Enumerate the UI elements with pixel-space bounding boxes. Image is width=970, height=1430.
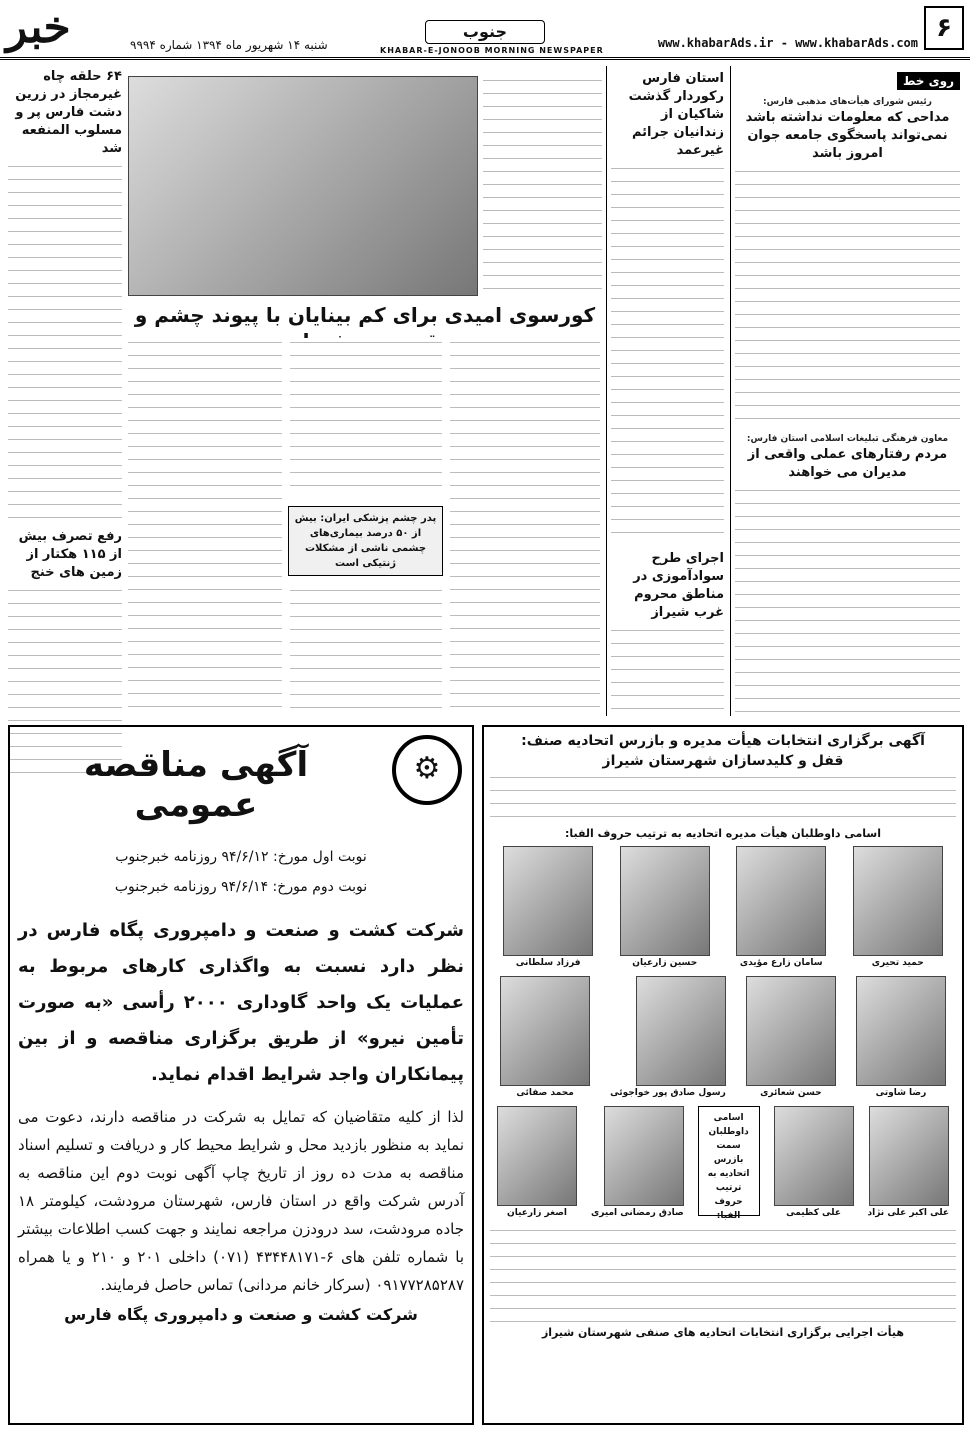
pull-quote-text: پدر چشم پزشکی ایران: بیش از ۵۰ درصد بیماری‌های چشمی ناشی از مشکلات ژنتیکی است [294, 513, 437, 569]
tender-detail: لذا از کلیه متقاضیان که تمایل به شرکت در مناقصه دارند، دعوت می نماید به منظور بازدید محل و شرایط محیط کار و دریافت و تسلیم اسناد مناقصه به مدت ده روز از تاریخ چاپ آگهی نوبت دوم این مناقصه به آدرس شرکت واقع در استان فارس، شهرستان مرودشت، کیلومتر ۱۸ جاده مرودشت، سد درودزن مراجعه نمایند و جهت کسب اطلاعات بیشتر با شماره تلفن های ۶-۴۳۴۴۸۱۷۱ (۰۷۱) داخلی ۲۰۱ و ۲۱۰ و یا همراه ۰۹۱۷۷۲۸۵۲۸۷ (سرکار خانم مردانی) تماس حاصل فرمایند. [18, 1108, 464, 1294]
pull-quote [288, 506, 443, 576]
wells-body [8, 162, 122, 522]
candidate-card: سامان زارع مؤیدی [736, 846, 826, 968]
candidate-card: رسول صادق پور خواجوئی [610, 976, 726, 1098]
feature-col-3 [128, 338, 282, 708]
issue-date: شنبه ۱۴ شهریور ماه ۱۳۹۴ شماره ۹۹۹۴ [130, 38, 328, 52]
candidate-card: صادق رمضانی امیری [591, 1106, 684, 1218]
tender-title: آگهی مناقصه عمومی [83, 745, 309, 825]
feature-col-1 [450, 338, 600, 708]
tender-ad [8, 725, 474, 1425]
sub-article-body [735, 486, 960, 716]
photo-caption [483, 76, 602, 296]
candidate-card: علی کظیمی [774, 1106, 854, 1218]
tender-date-2: نوبت دوم مورخ: ۹۴/۶/۱۴ روزنامه خبرجنوب [114, 879, 368, 895]
election-ad [482, 725, 964, 1425]
candidate-card: اصغر زارعیان [497, 1106, 577, 1218]
literacy-body [611, 626, 724, 716]
candidates-heading: اسامی داوطلبان هیأت مدیره اتحادیه به ترتیب حروف الفبا: [564, 827, 881, 840]
candidate-row-3 [490, 1106, 956, 1221]
feature-story [128, 66, 602, 716]
section-label: جنوب [425, 20, 545, 44]
article-headline: مداحی که معلومات نداشته باشد نمی‌تواند پاسخگوی جامعه جوان امروز باشد [745, 110, 950, 161]
candidate-card: فرزاد سلطانی [503, 846, 593, 968]
ad-logo-icon: ⚙ [392, 735, 462, 805]
column-prison [606, 66, 728, 716]
page-header [0, 0, 970, 60]
tender-signature: شرکت کشت و صنعت و دامپروری پگاه فارس [64, 1305, 418, 1324]
candidate-card: رضا شاوتی [856, 976, 946, 1098]
masthead-band: KHABAR-E-JONOOB MORNING NEWSPAPER [380, 46, 604, 55]
feature-photo [128, 76, 478, 296]
candidate-card: محمد صفائی [500, 976, 590, 1098]
site-urls[interactable]: www.khabarAds.ir - www.khabarAds.com [657, 36, 918, 50]
candidate-card: علی اکبر علی نژاد [868, 1106, 950, 1218]
article-body [735, 167, 960, 427]
sub-article-kicker: معاون فرهنگی تبلیغات اسلامی استان فارس: [746, 434, 949, 444]
land-headline: رفع تصرف بیش از ۱۱۵ هکتار از زمین های خنج [18, 529, 122, 580]
tag-badge: روی خط [897, 72, 960, 90]
tender-date-1: نوبت اول مورخ: ۹۴/۶/۱۲ روزنامه خبرجنوب [115, 849, 367, 865]
tender-main: شرکت کشت و صنعت و دامپروری پگاه فارس در نظر دارد نسبت به واگذاری کارهای مربوط به عملیات یک واحد گاوداری ۲۰۰۰ رأسی «به صورت تأمین نیرو» از طریق برگزاری مناقصه و از بین پیمانکاران واجد شرایط اقدام نماید. [18, 920, 464, 1085]
candidate-card: حمید تحیری [853, 846, 943, 968]
feature-col-2b [290, 586, 442, 708]
feature-headline: کورسوی امیدی برای کم بینایان با پیوند چشم و [134, 303, 596, 327]
literacy-headline: اجرای طرح سوادآموزی در مناطق محروم غرب شیراز [633, 551, 724, 620]
prison-headline: استان فارس رکوردار گذشت شاکیان از زندانیان جرائم غیرعمد [628, 71, 724, 158]
page-number: ۶ [924, 6, 964, 50]
column-right [730, 66, 964, 716]
newspaper-logo: خبر [6, 2, 71, 53]
election-rules [490, 1226, 956, 1322]
column-left [6, 66, 124, 716]
wells-headline: ۶۴ حلقه چاه غیرمجاز در زرین دشت فارس پر و مسلوب المنفعه شد [15, 69, 122, 156]
election-subtitle: قفل و کلیدسازان شهرستان شیراز [602, 753, 844, 769]
prison-body [611, 164, 724, 544]
feature-col-2a [290, 338, 442, 498]
article-kicker: رئیس شورای هیأت‌های مذهبی فارس: [763, 97, 932, 107]
candidate-card: حسن شعائری [746, 976, 836, 1098]
candidate-row-1 [490, 846, 956, 968]
sub-article-headline: مردم رفتارهای عملی واقعی از مدیران می خواهند [747, 447, 948, 480]
candidate-card: حسین زارعیان [620, 846, 710, 968]
election-title: آگهی برگزاری انتخابات هیأت مدیره و بازرس اتحادیه صنف: [521, 733, 925, 749]
election-footer: هیأت اجرایی برگزاری انتخابات اتحادیه های صنفی شهرستان شیراز [541, 1326, 905, 1339]
election-intro [490, 773, 956, 825]
candidate-row-2 [490, 976, 956, 1098]
inspector-label-box: اسامی داوطلبان سمت بازرس اتحادیه به ترتیب حروف الفبا: [698, 1106, 760, 1216]
